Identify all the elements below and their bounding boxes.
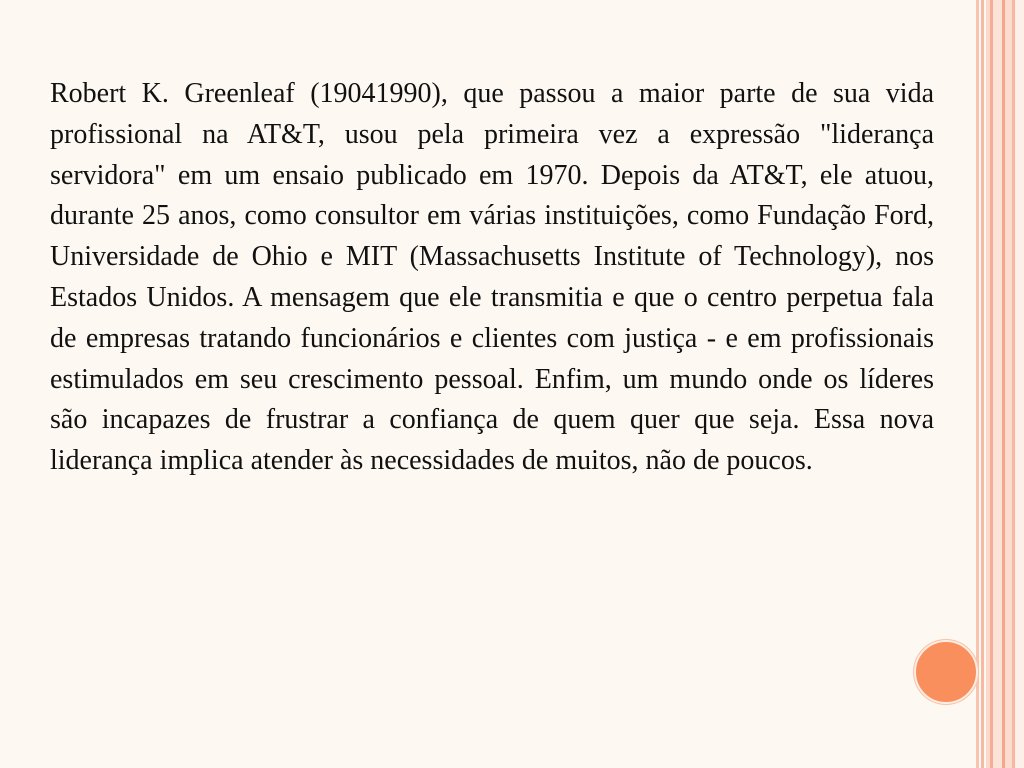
slide-body-text: Robert K. Greenleaf (19041990), que passou a maior parte de sua vida profissional na AT&T, usou pela primeira vez a expressão "liderança servidora" em um ensaio publicado em 1970. Depois da AT&T, ele atuou, durante 25 anos, como consultor em várias instituições, como Fundação Ford, Universidade de Ohio e MIT (Massachusetts Institute of Technology), nos Estados Unidos. A mensagem que ele transmitia e que o centro perpetua fala de empresas tratando funcionários e clientes com justiça - e em profissionais estimulados em seu crescimento pessoal. Enfim, um mundo onde os líderes são incapazes de frustrar a confiança de quem quer que seja. Essa nova liderança implica atender às necessidades de muitos, não de poucos. <box>50 78 934 477</box>
border-stripe <box>1015 0 1024 768</box>
accent-circle <box>914 640 978 704</box>
border-stripe <box>1005 0 1012 768</box>
border-stripe <box>993 0 1002 768</box>
border-stripe <box>976 0 979 768</box>
border-stripe <box>981 0 984 768</box>
